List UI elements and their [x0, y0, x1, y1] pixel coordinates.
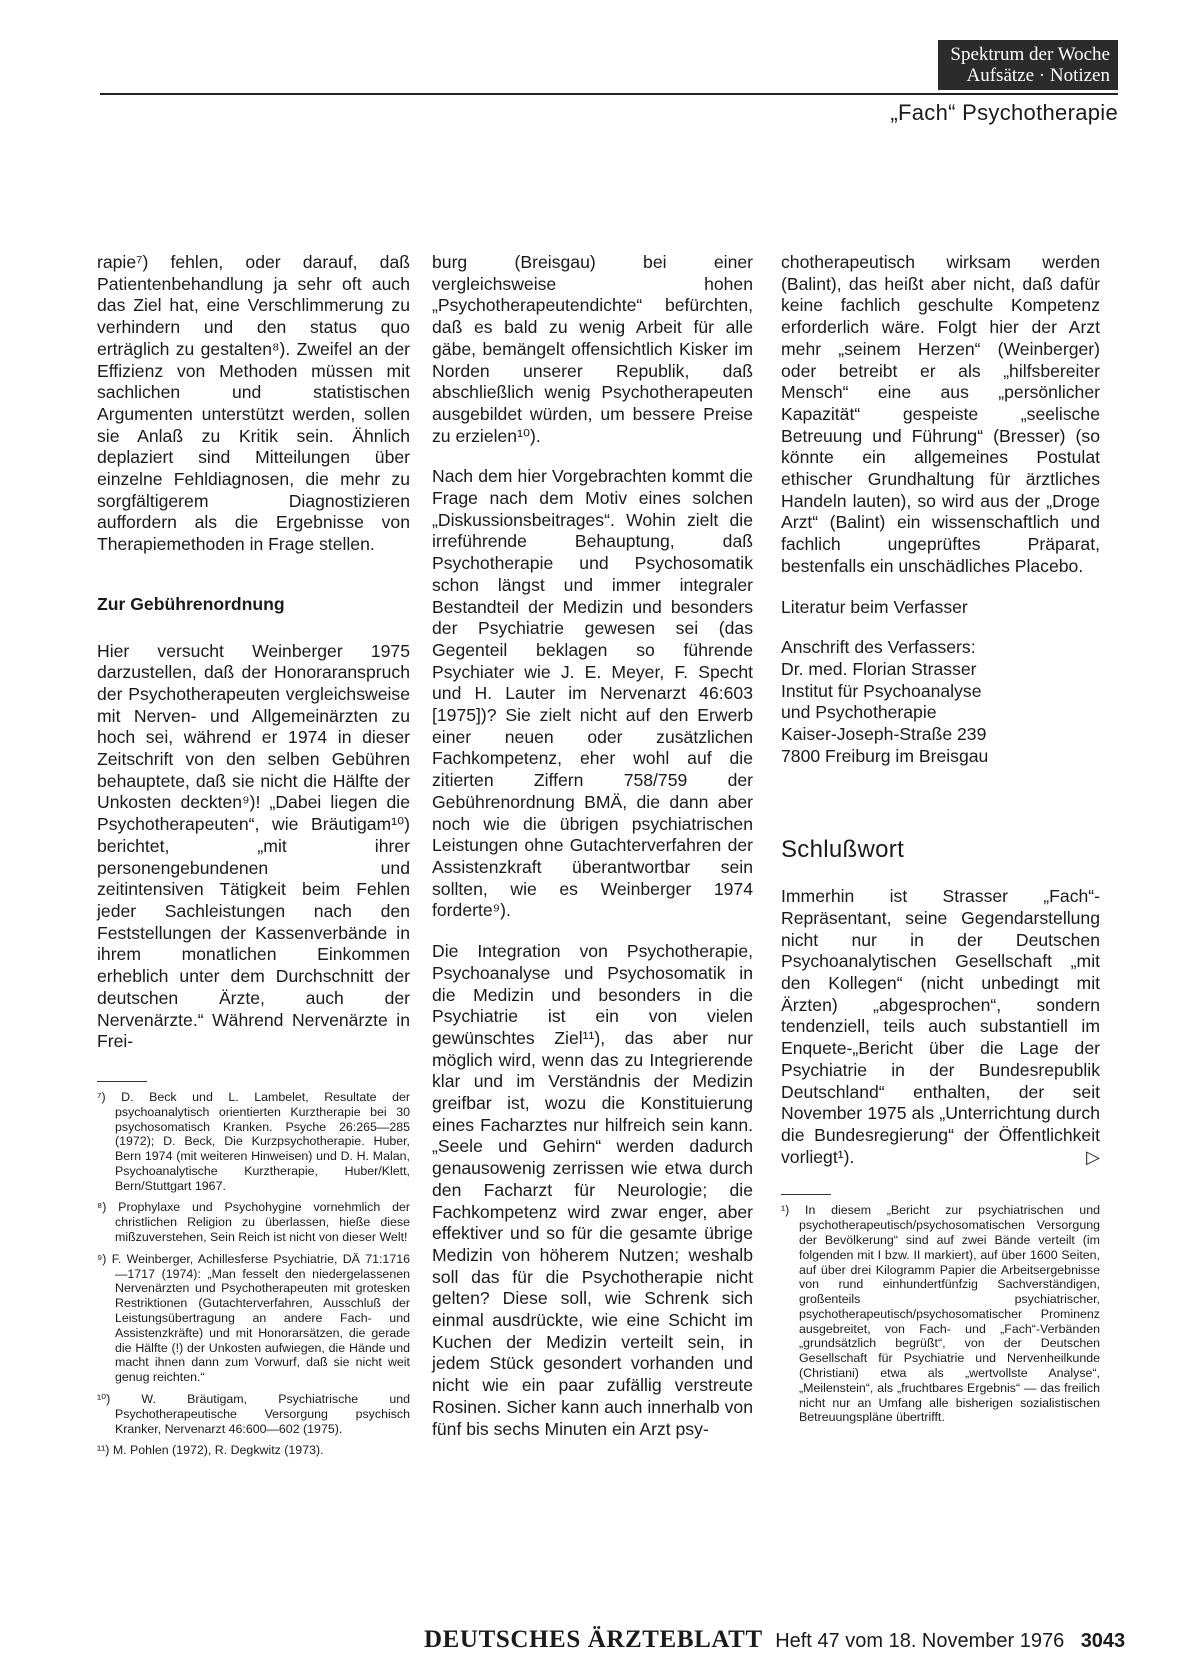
continue-arrow-icon: ▷ — [1086, 1146, 1100, 1167]
col2-paragraph-1: burg (Breisgau) bei einer vergleichsweise hohen „Psychotherapeutendichte“ befürchten, daß es bald zu wenig Arbeit für alle gäbe, bemängelt offensichtlich Kisker im Norden unserer Republik, daß abschließlich wenig Psychotherapeuten ausgebildet würden, um bessere Preise zu erzielen¹⁰). — [432, 252, 753, 446]
issue-info: Heft 47 vom 18. November 1976 — [775, 1630, 1065, 1652]
col1-paragraph-1: rapie⁷) fehlen, oder darauf, daß Patientenbehandlung ja sehr oft auch das Ziel hat, eine Verschlimmerung zu verhindern und den status quo erträglich zu gestalten⁸). Zweifel an der Effizienz von Methoden müssen mit sachlichen und statistischen Argumenten unterstützt werden, sollen sie Anlaß zu Kritik sein. Ähnlich deplaziert sind Mitteilungen über einzelne Fehldiagnosen, die mehr zu sorgfältigerem Diagnostizieren auffordern als die Ergebnisse von Therapiemethoden in Frage stellen. — [97, 252, 410, 555]
journal-name: DEUTSCHES ÄRZTEBLATT — [424, 1626, 763, 1653]
subheading-gebuehrenordnung: Zur Gebührenordnung — [97, 593, 285, 614]
schlusswort-text — [781, 886, 1100, 1168]
header-rule — [100, 93, 1118, 95]
footnotes-col1 — [97, 1090, 410, 1458]
address-line: Dr. med. Florian Strasser — [781, 658, 977, 679]
literature-note: Literatur beim Verfasser — [781, 596, 968, 617]
footnote-1: ¹) In diesem „Bericht zur psychiatrischen und psychotherapeutisch/psychosomatischen Versorgung der Bevölkerung“ sind auf zwei Bände verteilt (im folgenden mit I bzw. II markiert), auf über 1600 Seiten, auf über drei Kilogramm Papier die Arbeitsergebnisse von rund einhundertfünfzig Sachverständigen, großenteils psychiatrischer, psychotherapeutisch/psychosomatischer Prominenz ausgebreitet, von Fach- und „Fach“-Verbänden „grundsätzlich begrüßt“, von der Deutschen Gesellschaft für Psychiatrie und Nervenheilkunde (Christiani) etwa als „wertvollste Analyse“, „Meilenstein“, als „fruchtbares Ergebnis“ — das freilich nicht nur an Umfang alle bisherigen sozialistischen Betreuungspläne übertrifft. — [781, 1203, 1100, 1425]
footnote-8: ⁸) Prophylaxe und Psychohygine vornehmlich der christlichen Religion zu überlassen, hieße diese mißzuverstehen, Sein Reich ist nicht von dieser Welt! — [97, 1200, 410, 1245]
address-line: und Psychotherapie — [781, 702, 937, 723]
rubric-badge — [938, 40, 1118, 90]
footnote-10: ¹⁰) W. Bräutigam, Psychiatrische und Psychotherapeutische Versorgung psychisch Kranker, Nervenarzt 46:600—602 (1975). — [97, 1392, 410, 1436]
rubric-line-2: Aufsätze · Notizen — [966, 65, 1110, 86]
page-number: 3043 — [1080, 1630, 1126, 1652]
column-3 — [781, 252, 1100, 1432]
col2-paragraph-2: Nach dem hier Vorgebrachten kommt die Frage nach dem Motiv eines solchen „Diskussionsbeitrages“. Wohin zielt die irreführende Behauptung, daß Psychotherapie und Psychosomatik schon längst und immer integraler Bestandteil der Medizin und besonders der Psychiatrie gewesen sei (das Gegenteil beklagen so führende Psychiater wie J. E. Meyer, F. Specht und H. Lauter im Nervenarzt 46:603 [1975])? Sie zielt nicht auf den Erwerb einer neuen oder zusätzlichen Fachkompetenz, eher wohl auf die zitierten Ziffern 758/759 der Gebührenordnung BMÄ, die dann aber noch wie die übrigen psychiatrischen Leistungen ohne Gutachterverfahren der Assistenzkraft überantwortbar sein sollten, wie es Weinberger 1974 forderte⁹). — [432, 466, 753, 921]
address-line: Anschrift des Verfassers: — [781, 637, 976, 658]
rubric-line-1: Spektrum der Woche — [950, 44, 1110, 65]
footnote-11: ¹¹) M. Pohlen (1972), R. Degkwitz (1973). — [97, 1443, 324, 1458]
page-footer — [424, 1626, 1125, 1654]
address-line: Kaiser-Joseph-Straße 239 — [781, 724, 987, 745]
footnote-rule — [781, 1194, 831, 1195]
column-1 — [97, 252, 410, 1465]
footnote-9: ⁹) F. Weinberger, Achillesferse Psychiatrie, DÄ 71:1716—1717 (1974): „Man fesselt den niedergelassenen Nervenärzten und Psychotherapeuten mit grotesken Restriktionen (Gutachterverfahren, Ausschluß der Leistungsübertragung an andere Fach- und Assistenzkräfte) und mit Honorarsätzen, die gerade die Hälfte (!) der Unkosten aufwiegen, die Hände und macht ihnen dann zum Vorwurf, daß sie nicht weit genug reichten.“ — [97, 1251, 410, 1385]
column-2 — [432, 252, 753, 1459]
col2-paragraph-3: Die Integration von Psychotherapie, Psychoanalyse und Psychosomatik in die Medizin und besonders in die Psychiatrie ist ein von vielen gewünschtes Ziel¹¹), das aber nur möglich wird, wenn das zu Integrierende klar und im Verständnis der Medizin greifbar ist, wozu die Konstituierung eines Facharztes nur hilfreich sein kann. „Seele und Gehirn“ werden dadurch genausowenig zerrissen wie etwa durch den Facharzt für Neurologie; die Fachkompetenz wird zwar enger, aber effektiver und so für die gesamte übrige Medizin von höherem Nutzen; weshalb soll das für die Psychotherapie nicht gelten? Diese soll, wie Schrenk sich einmal ausdrückte, wie eine Schicht im Kuchen der Medizin verteilt sein, in jedem Stück gesondert vorhanden und nicht wie ein paar zufällig verstreute Rosinen. Sicher kann auch innerhalb von fünf bis sechs Minuten ein Arzt psy- — [432, 941, 753, 1439]
address-line: Institut für Psychoanalyse — [781, 680, 982, 701]
schlusswort-heading: Schlußwort — [781, 836, 905, 864]
footnote-7: ⁷) D. Beck und L. Lambelet, Resultate der psychoanalytisch orientierten Kurztherapie bei 30 psychosomatisch Kranken. Psyche 26:265—285 (1972); D. Beck, Die Kurzpsychotherapie. Huber, Bern 1974 (mit weiteren Hinweisen) und D. H. Malan, Psychoanalytische Kurztherapie, Huber/Klett, Bern/Stuttgart 1967. — [97, 1089, 410, 1193]
col1-paragraph-2: Hier versucht Weinberger 1975 darzustellen, daß der Honoraranspruch der Psychotherapeuten vergleichsweise mit Nerven- und Allgemeinärzten zu hoch sei, während er 1974 in dieser Zeitschrift von den selben Gebühren behauptete, daß sie nicht die Hälfte der Unkosten deckten⁹)! „Dabei liegen die Psychotherapeuten“, wie Bräutigam¹⁰) berichtet, „mit ihrer personengebundenen und zeitintensiven Tätigkeit beim Fehlen jeder Sachleistungen nach den Feststellungen der Kassenverbände in ihrem monatlichen Einkommen erheblich unter dem Durchschnitt der deutschen Ärzte, auch der Nervenärzte.“ Während Nervenärzte in Frei- — [97, 640, 410, 1052]
footnote-rule — [97, 1081, 147, 1082]
col3-paragraph-1: chotherapeutisch wirksam werden (Balint), das heißt aber nicht, daß dafür keine fachlich geschulte Kompetenz erforderlich wäre. Folgt hier der Arzt mehr „seinem Herzen“ (Weinberger) oder betreibt er als „hilfsbereiter Mensch“ eine aus „persönlicher Kapazität“ gespeiste „seelische Betreuung und Führung“ (Bresser) (so könnte ein allgemeines Postulat ethischer Grundhaltung für ärztliches Handeln lauten), so wird aus der „Droge Arzt“ (Balint) ein wissenschaftlich und fachlich ungeprüftes Präparat, bestenfalls ein unschädliches Placebo. — [781, 252, 1100, 576]
schlusswort-body: Immerhin ist Strasser „Fach“-Repräsentant, seine Gegendarstellung nicht nur in der Deutschen Psychoanalytischen Gesellschaft „mit den Kollegen“ (nicht unbedingt mit Ärzten) „abgesprochen“, sondern tendenziell, teils auch substantiell im Enquete-„Bericht über die Lage der Psychiatrie in der Bundesrepublik Deutschland“ enthalten, der seit November 1975 als „Unterrichtung durch die Bundesregierung“ der Öffentlichkeit vorliegt¹). — [781, 886, 1100, 1167]
section-title: „Fach“ Psychotherapie — [890, 100, 1118, 125]
address-line: 7800 Freiburg im Breisgau — [781, 745, 989, 766]
